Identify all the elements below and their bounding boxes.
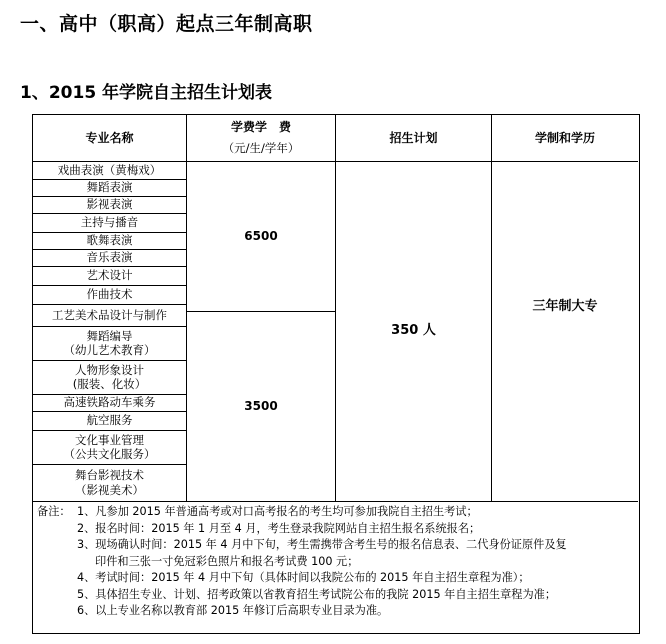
major-name: 航空服务 (86, 413, 133, 428)
plan-value: 350 人 (391, 323, 436, 339)
section-title: 1、2015 年学院自主招生计划表 (20, 83, 273, 103)
system-value: 三年制大专 (532, 298, 598, 314)
major-row (33, 232, 186, 249)
major-name: 戏曲表演（黄梅戏） (57, 163, 162, 178)
note-item-continued: 印件和三张一寸免冠彩色照片和报名考试费 100 元； (95, 554, 359, 568)
table-bottom-divider (33, 501, 638, 502)
major-name: 工艺美术品设计与制作 (52, 307, 167, 322)
major-row (33, 266, 186, 285)
major-name: 音乐表演 (86, 250, 133, 265)
major-name: 人物形象设计 (75, 362, 144, 377)
major-name: 主持与播音 (80, 215, 139, 230)
note-item: 5、具体招生专业、计划、招考政策以省教育招生考试院公布的我院 2015 年自主招生章程为准； (77, 587, 557, 601)
major-row (33, 249, 186, 266)
major-name: 文化事业管理 (75, 432, 144, 447)
major-name-sub: (服装、化妆） (72, 377, 147, 391)
enrollment-plan-table (32, 114, 640, 634)
notes-label: 备注： (37, 505, 71, 518)
major-row (33, 213, 186, 232)
major-row (33, 285, 186, 304)
major-name: 舞蹈表演 (86, 180, 133, 195)
major-row (33, 464, 186, 501)
header-major: 专业名称 (85, 130, 134, 145)
header-system: 学制和学历 (534, 130, 595, 145)
major-row (33, 394, 186, 411)
page-title: 一、高中（职高）起点三年制高职 (20, 13, 313, 35)
note-item: 4、考试时间：2015 年 4 月中下旬（具体时间以我院公布的 2015 年自主招生章程为准）； (77, 571, 530, 584)
header-fee-line1: 学费学 费 (230, 120, 291, 135)
major-row (33, 411, 186, 430)
note-item: 6、以上专业名称以教育部 2015 年修订后高职专业目录为准。 (77, 604, 389, 617)
major-row (33, 304, 186, 326)
note-item: 3、现场确认时间：2015 年 4 月中下旬，考生需携带含考生号的报名信息表、二代身份证原件及复 (77, 538, 567, 551)
major-row (33, 430, 186, 464)
major-name: 歌舞表演 (86, 233, 133, 248)
header-fee-line2: （元/生/学年） (222, 141, 300, 156)
major-row (33, 326, 186, 360)
major-name-sub: （公共文化服务） (63, 447, 156, 461)
major-name-sub: （幼儿艺术教育） (63, 343, 156, 357)
major-row (33, 162, 186, 179)
fee-value-6500: 6500 (244, 229, 278, 243)
major-row (33, 179, 186, 196)
notes-block (37, 504, 637, 620)
header-plan: 招生计划 (389, 130, 438, 145)
major-row (33, 196, 186, 213)
note-item: 2、报名时间：2015 年 1 月至 4 月，考生登录我院网站自主招生报名系统报名； (77, 521, 481, 535)
major-name: 艺术设计 (86, 268, 133, 283)
major-name: 舞台影视技术 (75, 468, 144, 483)
header-fee (187, 115, 335, 161)
major-name-sub: （影视美术） (75, 482, 144, 497)
fee-value-3500: 3500 (244, 399, 278, 413)
note-item: 1、凡参加 2015 年普通高考或对口高考报名的考生均可参加我院自主招生考试； (77, 505, 478, 518)
major-name: 高速铁路动车乘务 (63, 395, 156, 410)
major-name: 舞蹈编导 (86, 328, 133, 343)
major-row (33, 360, 186, 394)
major-name: 作曲技术 (86, 287, 133, 302)
major-name: 影视表演 (86, 197, 133, 212)
